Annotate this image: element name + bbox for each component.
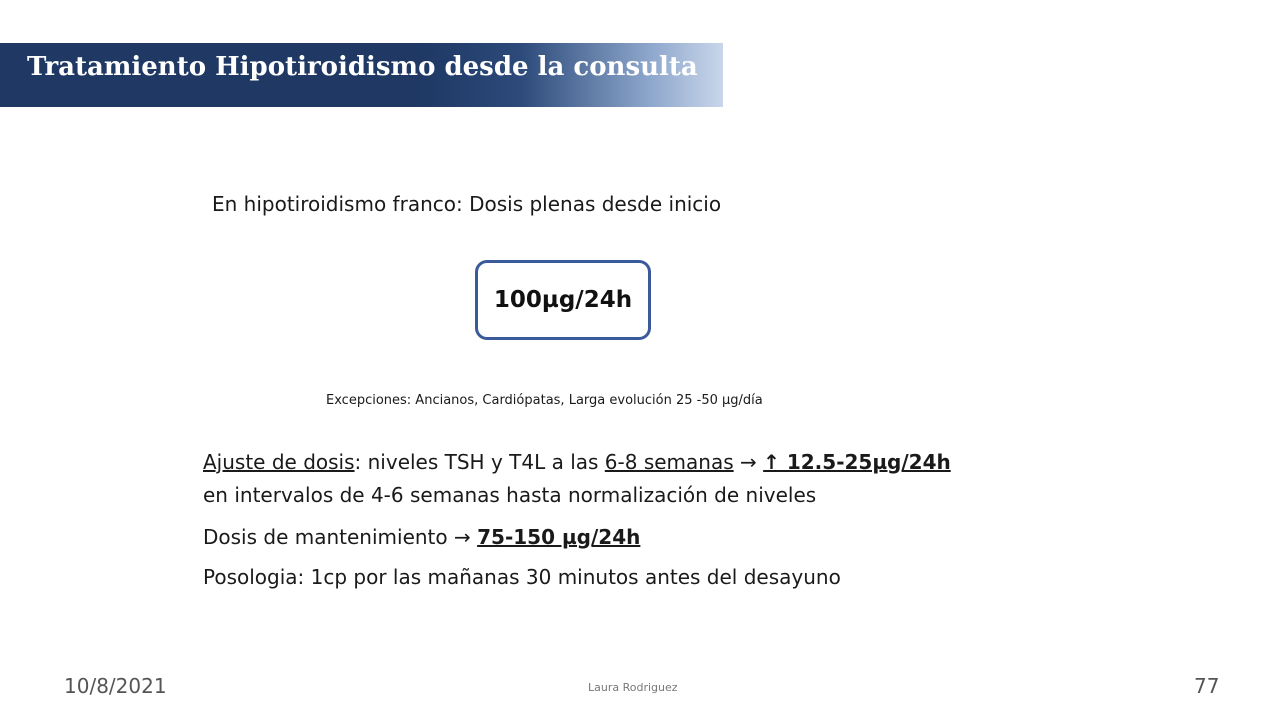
adjust-increase: ↑ 12.5-25µg/24h xyxy=(763,450,951,474)
maintenance-value: 75-150 µg/24h xyxy=(477,525,641,549)
exceptions-text: Excepciones: Ancianos, Cardiópatas, Larga evolución 25 -50 µg/día xyxy=(326,393,763,408)
dose-box: 100µg/24h xyxy=(475,260,651,340)
footer-date: 10/8/2021 xyxy=(64,674,167,698)
maintenance-text: Dosis de mantenimiento xyxy=(203,525,448,549)
maintenance-line xyxy=(203,525,640,549)
arrow-right-icon: → xyxy=(447,525,478,549)
adjust-weeks: 6-8 semanas xyxy=(604,450,734,474)
adjust-label: Ajuste de dosis xyxy=(203,450,355,474)
posology-line: Posologia: 1cp por las mañanas 30 minutos antes del desayuno xyxy=(203,565,841,589)
arrow-right-icon: → xyxy=(733,450,764,474)
page-number: 77 xyxy=(1194,674,1220,698)
adjust-line-2: en intervalos de 4-6 semanas hasta normalización de niveles xyxy=(203,483,817,507)
intro-text: En hipotiroidismo franco: Dosis plenas desde inicio xyxy=(212,192,722,216)
slide-title: Tratamiento Hipotiroidismo desde la consulta xyxy=(27,52,698,82)
footer-author: Laura Rodriguez xyxy=(588,681,678,694)
adjust-line-1 xyxy=(203,450,951,474)
adjust-text: : niveles TSH y T4L a las xyxy=(354,450,605,474)
